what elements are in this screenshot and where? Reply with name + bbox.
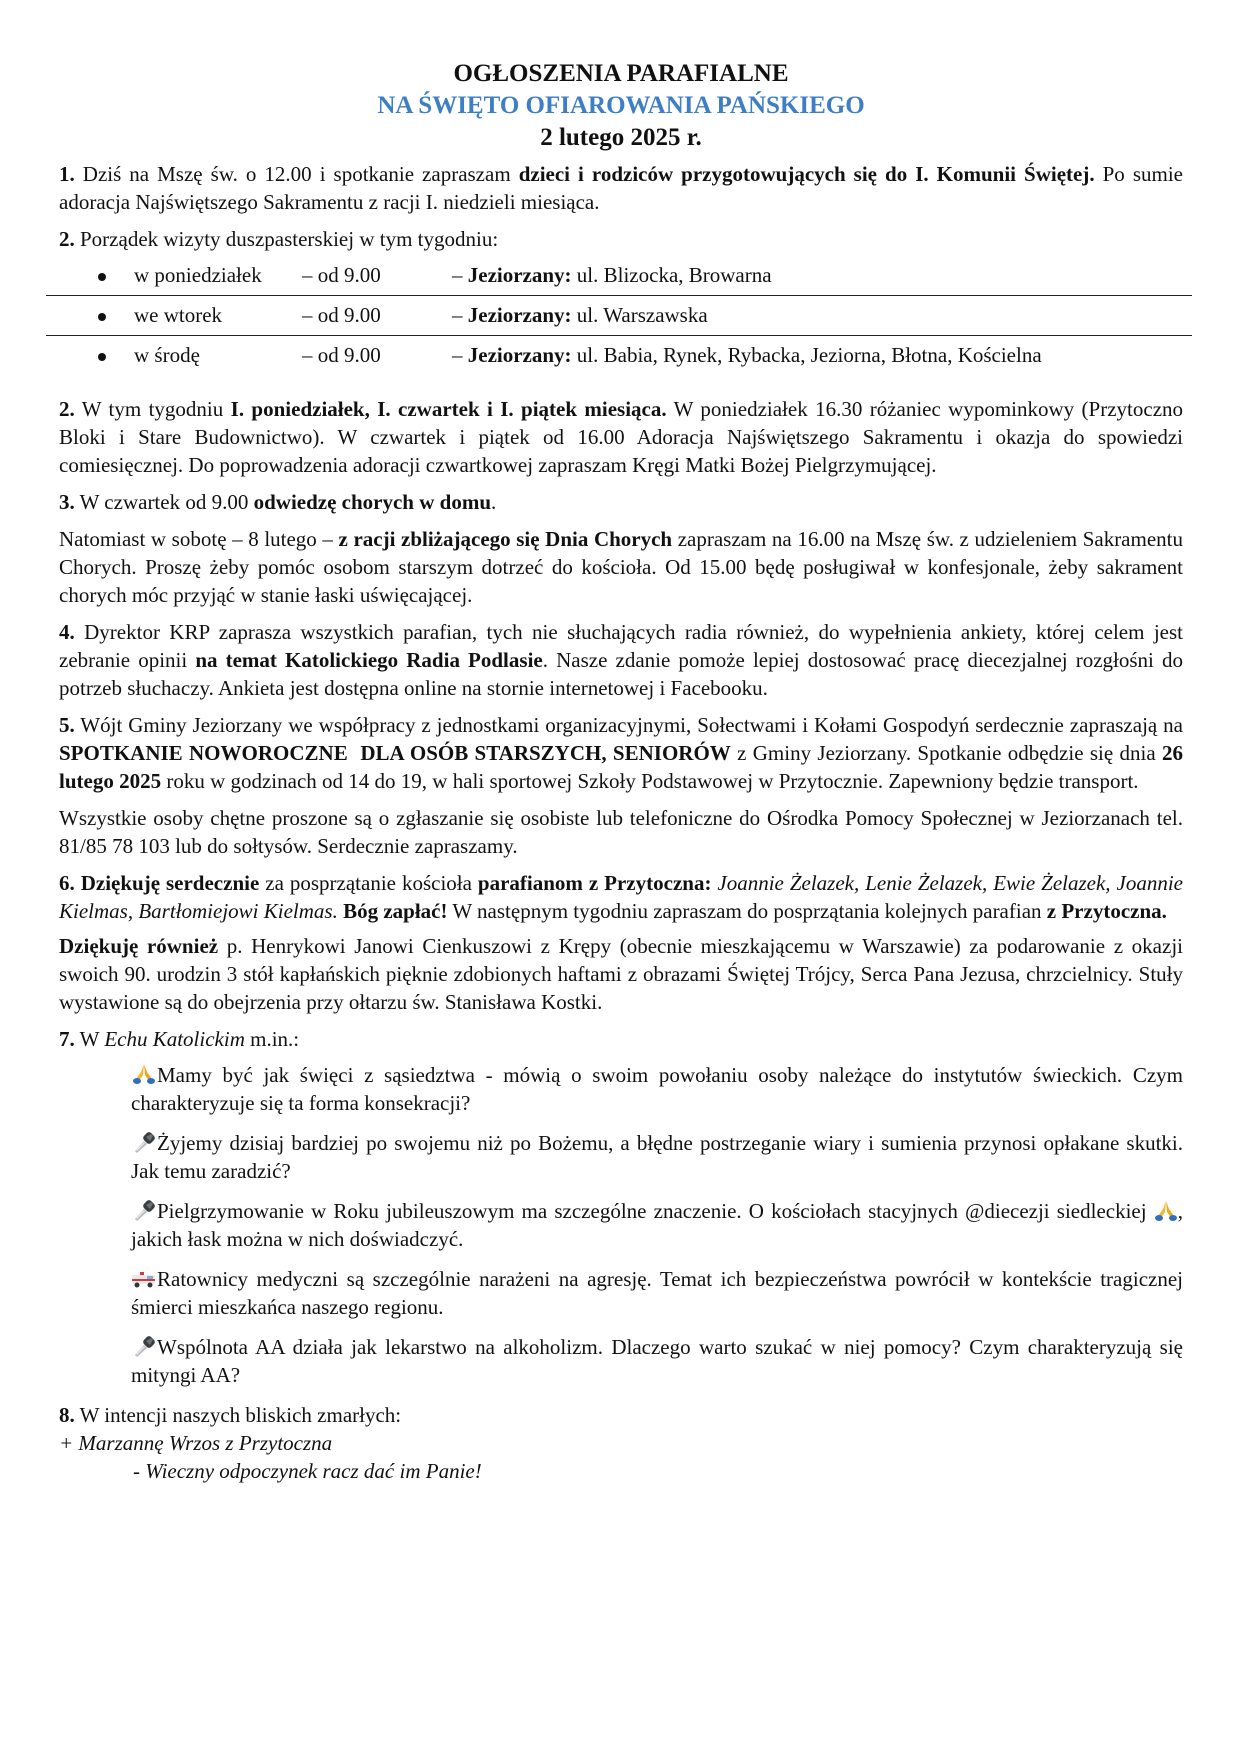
schedule-time: – od 9.00 [302,335,452,375]
announcement-3-saturday: Natomiast w sobotę – 8 lutego – z racji zbliżającego się Dnia Chorych zapraszam na 16.00 na Mszę św. z udzieleniem Sakramentu Chorych. Proszę żeby pomóc osobom starszym dotrzeć do kościoła. Od 15.00 będę posługiwał w konfesjonale, żeby sakrament chorych móc przyjąć w stanie łaski uświęcającej. [59,527,1183,607]
document-date: 2 lutego 2025 r. [540,124,702,151]
schedule-row [46,295,1192,335]
item-number: 5. [59,713,75,737]
item-number: 8. [59,1403,75,1427]
article-item: Ratownicy medyczni są szczególnie narażeni na agresję. Temat ich bezpieczeństwa powrócił w kontekście tragicznej śmierci mieszkańca naszego regionu. [131,1267,1183,1319]
announcement-6: 6. Dziękuję serdecznie za posprzątanie kościoła parafianom z Przytoczna: Joannie Żelazek, Lenie Żelazek, Ewie Żelazek, Joannie Kielmas, Bartłomiejowi Kielmas. Bóg zapłać! W następnym tygodniu zapraszam do posprzątania kolejnych parafian z Przytoczna. [59,871,1183,923]
item-number: 2. [59,227,75,251]
bullet-icon [98,313,106,321]
announcement-document [59,58,1183,1485]
article-item: Żyjemy dzisiaj bardziej po swojemu niż po Bożemu, a błędne postrzeganie wiary i sumienia przynosi opłakane skutki. Jak temu zaradzić? [131,1131,1183,1183]
magazine-name: Echu Katolickim [104,1027,245,1051]
announcement-6-thanks: Dziękuję również p. Henrykowi Janowi Cienkuszowi z Krępy (obecnie mieszkającemu w Warszawie) za podarowanie z okazji swoich 90. urodzin 3 stół kapłańskich pięknie zdobionych haftami z obrazami Świętej Trójcy, Serca Pana Jezusa, chrzcielnicy. Stuły wystawione są do obejrzenia przy ołtarzu św. Stanisława Kostki. [59,934,1183,1014]
article-item: Mamy być jak święci z sąsiedztwa - mówią o swoim powołaniu osoby należące do instytutów świeckich. Czym charakteryzuje się ta forma konsekracji? [131,1063,1183,1115]
schedule-location: – Jeziorzany: ul. Babia, Rynek, Rybacka, Jeziorna, Błotna, Kościelna [452,335,1192,375]
article-item: Wspólnota AA działa jak lekarstwo na alkoholizm. Dlaczego warto szukać w niej pomocy? Czym charakteryzują się mityngi AA? [131,1335,1183,1387]
announcement-1: 1. Dziś na Mszę św. o 12.00 i spotkanie zapraszam dzieci i rodziców przygotowujących się do I. Komunii Świętej. Po sumie adoracja Najświętszego Sakramentu z racji I. niedzieli miesiąca. [59,162,1183,214]
visit-schedule-table [46,255,1192,375]
article-item: Pielgrzymowanie w Roku jubileuszowym ma szczególne znaczenie. O kościołach stacyjnych @diecezji siedleckiej , jakich łask można w nich doświadczyć. [131,1199,1183,1251]
item-number: 3. [59,490,75,514]
bullet-icon [98,353,106,361]
schedule-time: – od 9.00 [302,262,381,287]
item-number: 4. [59,620,75,644]
announcement-8: 8. W intencji naszych bliskich zmarłych: [59,1403,402,1427]
announcement-5-contact: Wszystkie osoby chętne proszone są o zgłaszanie się osobiste lub telefoniczne do Ośrodka Pomocy Społecznej w Jeziorzanach tel. 81/85 78 103 lub do sołtysów. Serdecznie zapraszamy. [59,806,1183,858]
item-number: 1. [59,162,75,186]
schedule-day: w środę [134,335,302,375]
item-number: 2. [59,397,75,421]
announcement-7: 7. W Echu Katolickim m.in.: [59,1027,300,1051]
ambulance-icon [131,1267,157,1289]
item-number: 6. [59,871,75,895]
schedule-day: we wtorek [134,295,302,335]
microphone-icon [131,1199,157,1221]
item-number: 7. [59,1027,75,1051]
eternal-rest-prayer: - Wieczny odpoczynek racz dać im Panie! [133,1459,482,1483]
announcement-2-visits: 2. Porządek wizyty duszpasterskiej w tym tygodniu: [59,227,499,251]
announcement-2-first-days: 2. W tym tygodniu I. poniedziałek, I. czwartek i I. piątek miesiąca. W poniedziałek 16.30 różaniec wypominkowy (Przytoczno Bloki i Stare Budownictwo). W czwartek i piątek od 16.00 Adoracja Najświętszego Sakramentu i okazja do spowiedzi comiesięcznej. Do poprowadzenia adoracji czwartkowej zapraszam Kręgi Matki Bożej Pielgrzymującej. [59,397,1184,477]
praying-hands-icon [131,1063,157,1085]
schedule-location: – Jeziorzany: ul. Warszawska [452,295,1192,335]
schedule-row [46,255,1192,295]
announcement-4: 4. Dyrektor KRP zaprasza wszystkich parafian, tych nie słuchających radia również, do wypełnienia ankiety, której celem jest zebranie opinii na temat Katolickiego Radia Podlasie. Nasze zdanie pomoże lepiej dostosować pracę diecezjalnej rozgłośni do potrzeb słuchaczy. Ankieta jest dostępna online na stornie internetowej i Facebooku. [59,620,1184,700]
microphone-icon [131,1131,157,1153]
document-title: OGŁOSZENIA PARAFIALNE [453,60,789,87]
document-subtitle: NA ŚWIĘTO OFIAROWANIA PAŃSKIEGO [377,92,865,119]
schedule-row [46,335,1192,375]
schedule-day: w poniedziałek [134,262,262,287]
praying-hands-icon [1154,1200,1178,1222]
bullet-icon [98,273,106,281]
schedule-time: – od 9.00 [302,295,452,335]
microphone-icon [131,1335,157,1357]
announcement-3: 3. W czwartek od 9.00 odwiedzę chorych w domu. [59,490,497,514]
announcement-5: 5. Wójt Gminy Jeziorzany we współpracy z jednostkami organizacyjnymi, Sołectwami i Kołami Gospodyń serdecznie zapraszają na SPOTKANIE NOWOROCZNE DLA OSÓB STARSZYCH, SENIORÓW z Gminy Jeziorzany. Spotkanie odbędzie się dnia 26 lutego 2025 roku w godzinach od 14 do 19, w hali sportowej Szkoły Podstawowej w Przytocznie. Zapewniony będzie transport. [59,713,1183,793]
deceased-name: + Marzannę Wrzos z Przytoczna [59,1431,333,1455]
schedule-location: – Jeziorzany: ul. Blizocka, Browarna [452,262,772,287]
